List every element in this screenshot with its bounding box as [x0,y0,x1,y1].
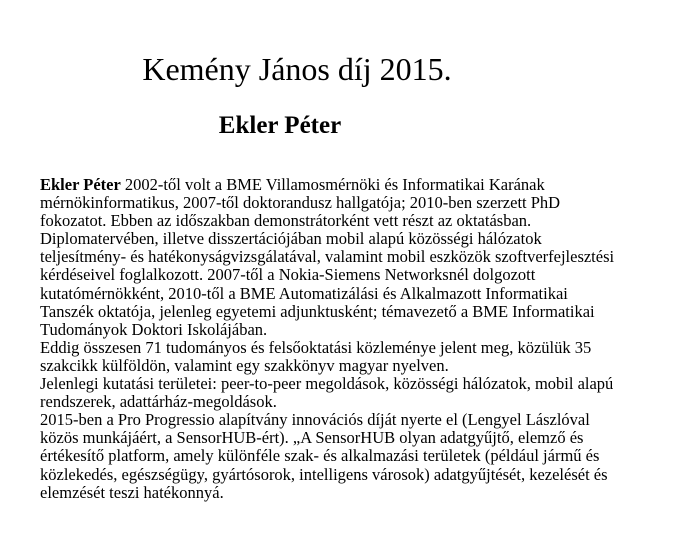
biography-line: kérdéseivel foglalkozott. 2007-től a Nokia-Siemens Networksnél dolgozott [40,265,536,285]
biography-line: Tudományok Doktori Iskolájában. [40,319,268,339]
biography-line: közlekedés, egészségügy, gyártósorok, intelligens városok) adatgyűjtését, kezelését és [40,464,608,484]
biography-line: értékesítő platform, amely különféle szak- és alkalmazási területek (például jármű és [40,446,600,466]
biography-line: kutatómérnökként, 2010-től a BME Automatizálási és Alkalmazott Informatikai [40,283,568,303]
biography-line-text: 2002-től volt a BME Villamosmérnöki és Informatikai Karának [120,175,545,194]
biography-text [40,176,614,502]
biography-line: szakcikk külföldön, valamint egy szakkönyv magyar nyelven. [40,355,449,375]
biography-line: teljesítmény- és hatékonyságvizsgálatával, valamint mobil eszközök szoftverfejlesztési [40,247,615,267]
biography-line: közös munkájáért, a SensorHUB-ért). „A SensorHUB olyan adatgyűjtő, elemző és [40,428,584,448]
awardee-name-heading: Ekler Péter [218,112,342,139]
biography-line: 2015-ben a Pro Progressio alapítvány innovációs díját nyerte el (Lengyel Lászlóval [40,410,590,430]
biography-line: Tanszék oktatója, jelenleg egyetemi adjunktusként; témavezető a BME Informatikai [40,301,595,321]
biography-line [40,176,614,194]
biography-line: Diplomatervében, illetve disszertációjában mobil alapú közösségi hálózatok [40,229,542,249]
awardee-name-inline: Ekler Péter [40,175,121,194]
biography-line: Eddig összesen 71 tudományos és felsőoktatási közleménye jelent meg, közülük 35 [40,337,592,357]
biography-line: elemzését teszi hatékonnyá. [40,482,224,502]
biography-line: fokozatot. Ebben az időszakban demonstrátorként vett részt az oktatásban. [40,211,532,231]
biography-line: mérnökinformatikus, 2007-től doktorandusz hallgatója; 2010-ben szerzett PhD [40,193,561,213]
biography-line: rendszerek, adattárház-megoldások. [40,392,277,412]
biography-line: Jelenlegi kutatási területei: peer-to-peer megoldások, közösségi hálózatok, mobil alapú [40,374,614,394]
document-title: Kemény János díj 2015. [142,51,452,87]
